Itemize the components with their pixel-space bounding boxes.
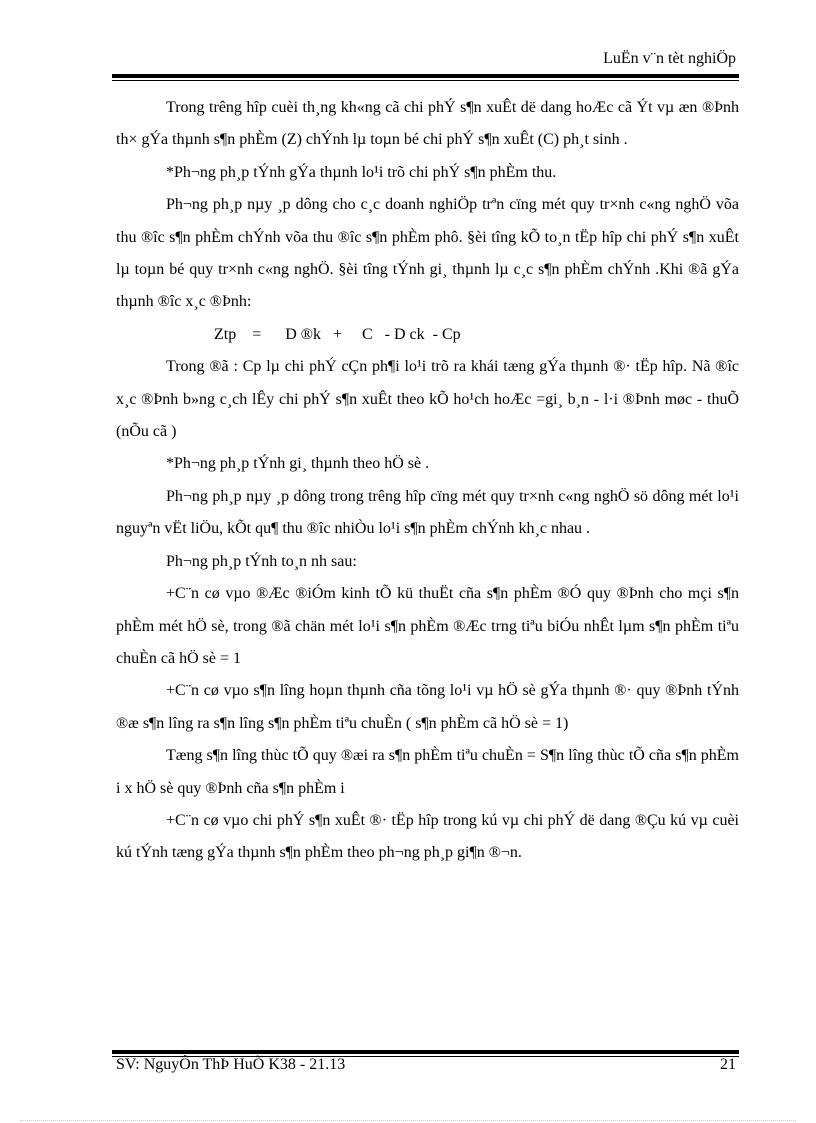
document-body — [116, 92, 739, 870]
footer-rule-thick — [112, 1050, 739, 1054]
header-rule-thin — [112, 80, 739, 81]
paragraph: +C¨n cø vµo ®Æc ®iÓm kinh tÕ kü thuËt cña s¶n phÈm ®Ó quy ®Þnh cho mçi s¶n phÈm mét hÖ sè, trong ®ã chän mét lo¹i s¶n phÈm ®Æc trng tiªu biÓu nhÊt lµm s¶n phÈm tiªu chuÈn cã hÖ sè = 1 — [116, 585, 739, 667]
paragraph: Trong trêng hîp cuèi th¸ng kh«ng cã chi phÝ s¶n xuÊt dë dang hoÆc cã Ýt vµ æn ®Þnh th× gÝa thµnh s¶n phÈm (Z) chÝnh lµ toµn bé chi phÝ s¶n xuÊt (C) ph¸t sinh . — [116, 99, 739, 149]
paragraph: *Ph¬ng ph¸p tÝnh gi¸ thµnh theo hÖ sè . — [166, 455, 430, 473]
paragraph: Ph¬ng ph¸p nµy ¸p dông trong trêng hîp cïng mét quy tr×nh c«ng nghÖ sö dông mét lo¹i nguyªn vËt liÖu, kÕt qu¶ thu ®îc nhiÒu lo¹i s¶n phÈm chÝnh kh¸c nhau . — [116, 487, 739, 538]
page-edge-divider — [20, 1120, 796, 1121]
paragraph: Tæng s¶n lîng thùc tÕ quy ®æi ra s¶n phÈm tiªu chuÈn = S¶n lîng thùc tÕ cña s¶n phÈm i x hÖ sè quy ®Þnh cña s¶n phÈm i — [116, 747, 739, 797]
header-rule-thick — [112, 74, 739, 78]
page-number: 21 — [720, 1056, 736, 1073]
formula: Ztp = D ®k + C - D ck - Cp — [214, 325, 461, 343]
footer-student: SV: NguyÔn ThÞ HuÕ K38 - 21.13 — [116, 1056, 346, 1073]
paragraph: Ph¬ng ph¸p nµy ¸p dông cho c¸c doanh nghiÖp trªn cïng mét quy tr×nh c«ng nghÖ võa thu ®îc s¶n phÈm chÝnh võa thu ®îc s¶n phÈm phô. §èi tîng kÕ to¸n tËp hîp chi phÝ s¶n xuÊt lµ toµn bé quy tr×nh c«ng nghÖ. §èi tîng tÝnh gi¸ thµnh lµ c¸c s¶n phÈm chÝnh .Khi ®ã gÝa thµnh ®îc x¸c ®Þnh: — [116, 196, 739, 311]
paragraph: Trong ®ã : Cp lµ chi phÝ cÇn ph¶i lo¹i trõ ra khái tæng gÝa thµnh ®· tËp hîp. Nã ®îc x¸c ®Þnh b»ng c¸ch lÊy chi phÝ s¶n xuÊt theo kÕ ho¹ch hoÆc =gi¸ b¸n - l·i ®Þnh møc - thuÕ (nÕu cã ) — [116, 358, 739, 441]
paragraph: *Ph¬ng ph¸p tÝnh gÝa thµnh lo¹i trõ chi phÝ s¶n phÈm thu. — [166, 163, 557, 181]
paragraph: +C¨n cø vµo s¶n lîng hoµn thµnh cña tõng lo¹i vµ hÖ sè gÝa thµnh ®· quy ®Þnh tÝnh ®æ s¶n lîng ra s¶n lîng s¶n phÈm tiªu chuÈn ( s¶n phÈm cã hÖ sè = 1) — [116, 682, 739, 732]
paragraph: +C¨n cø vµo chi phÝ s¶n xuÊt ®· tËp hîp trong kú vµ chi phÝ dë dang ®Çu kú vµ cuèi kú tÝnh tæng gÝa thµnh s¶n phÈm theo ph¬ng ph¸p gi¶n ®¬n. — [116, 811, 739, 862]
paragraph: Ph¬ng ph¸p tÝnh to¸n nh sau: — [166, 552, 357, 570]
header-title: LuËn v¨n tèt nghiÖp — [603, 50, 736, 67]
